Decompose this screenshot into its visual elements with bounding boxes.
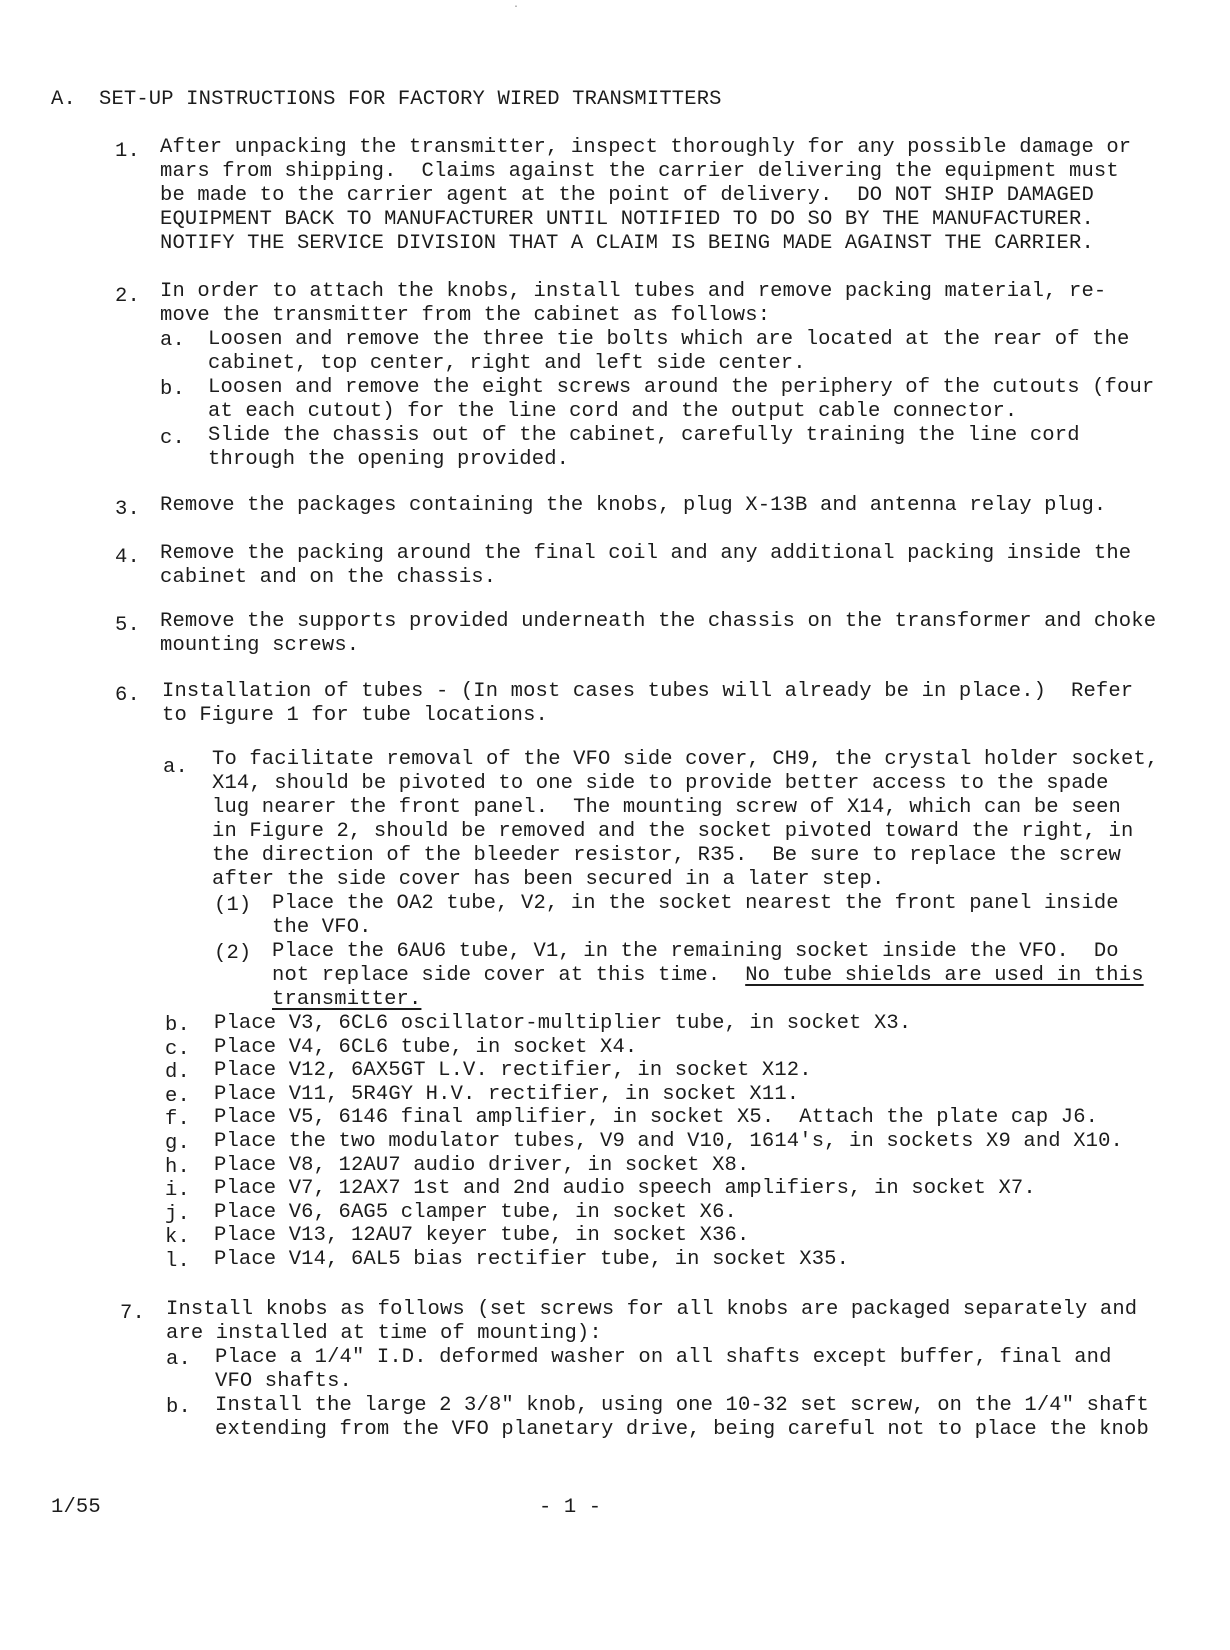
step-number: 1. (115, 140, 140, 163)
step-number: 4. (115, 546, 140, 569)
step-number: 3. (115, 498, 140, 521)
sub-text: Slide the chassis out of the cabinet, carefully training the line cord (208, 424, 1080, 447)
sub-text: VFO shafts. (215, 1370, 352, 1393)
tube-item-marker: e. (165, 1085, 190, 1108)
tube-item-text: Place V11, 5R4GY H.V. rectifier, in socket X11. (214, 1083, 800, 1106)
paren-marker: (2) (214, 942, 252, 965)
sub-text: Place the 6AU6 tube, V1, in the remaining socket inside the VFO. Do (272, 940, 1119, 963)
sub-text: the VFO. (272, 916, 372, 939)
step-number: 2. (115, 285, 140, 308)
tube-item-marker: k. (165, 1226, 190, 1249)
sub-text (272, 964, 1144, 988)
scan-mark: · (513, 2, 520, 13)
underlined-note: transmitter. (272, 988, 422, 1011)
step-text: move the transmitter from the cabinet as follows: (160, 304, 771, 327)
tube-item-text: Place V6, 6AG5 clamper tube, in socket X6. (214, 1201, 737, 1224)
step-text: After unpacking the transmitter, inspect thoroughly for any possible damage or (160, 136, 1132, 159)
step-text: Remove the packages containing the knobs, plug X-13B and antenna relay plug. (160, 494, 1107, 517)
step-text: are installed at time of mounting): (166, 1322, 602, 1345)
sub-text: the direction of the bleeder resistor, R35. Be sure to replace the screw (212, 844, 1121, 867)
tube-item-text: Place the two modulator tubes, V9 and V10, 1614's, in sockets X9 and X10. (214, 1130, 1123, 1153)
step-text: In order to attach the knobs, install tubes and remove packing material, re- (160, 280, 1107, 303)
section-letter: A. (51, 88, 76, 111)
step-number: 5. (115, 614, 140, 637)
sub-marker: b. (166, 1396, 191, 1419)
sub-text: Loosen and remove the three tie bolts which are located at the rear of the (208, 328, 1130, 351)
sub-text: cabinet, top center, right and left side center. (208, 352, 806, 375)
tube-item-text: Place V5, 6146 final amplifier, in socket X5. Attach the plate cap J6. (214, 1106, 1099, 1129)
tube-item-text: Place V7, 12AX7 1st and 2nd audio speech amplifiers, in socket X7. (214, 1177, 1036, 1200)
step-number: 6. (115, 684, 140, 707)
sub-text: Install the large 2 3/8" knob, using one 10-32 set screw, on the 1/4" shaft (215, 1394, 1149, 1417)
step-text: mars from shipping. Claims against the carrier delivering the equipment must (160, 160, 1119, 183)
tube-item-marker: h. (165, 1156, 190, 1179)
sub-text: after the side cover has been secured in a later step. (212, 868, 885, 891)
sub-text-part: not replace side cover at this time. (272, 964, 746, 987)
sub-text: To facilitate removal of the VFO side cover, CH9, the crystal holder socket, (212, 748, 1159, 771)
footer-date: 1/55 (51, 1496, 101, 1519)
step-text: EQUIPMENT BACK TO MANUFACTURER UNTIL NOTIFIED TO DO SO BY THE MANUFACTURER. (160, 208, 1094, 231)
tube-item-marker: i. (165, 1179, 190, 1202)
sub-marker: a. (160, 329, 185, 352)
step-text: Installation of tubes - (In most cases tubes will already be in place.) Refer (162, 680, 1134, 703)
sub-text: X14, should be pivoted to one side to provide better access to the spade (212, 772, 1109, 795)
tube-item-marker: g. (165, 1132, 190, 1155)
tube-item-marker: c. (165, 1038, 190, 1061)
section-title: SET-UP INSTRUCTIONS FOR FACTORY WIRED TRANSMITTERS (99, 88, 722, 111)
underlined-note: No tube shields are used in this (745, 964, 1144, 987)
page-number: - 1 - (539, 1496, 602, 1519)
sub-marker: a. (166, 1348, 191, 1371)
step-text: Remove the packing around the final coil and any additional packing inside the (160, 542, 1132, 565)
step-text: cabinet and on the chassis. (160, 566, 497, 589)
tube-item-marker: f. (165, 1108, 190, 1131)
tube-item-marker: l. (165, 1250, 190, 1273)
step-text: NOTIFY THE SERVICE DIVISION THAT A CLAIM IS BEING MADE AGAINST THE CARRIER. (160, 232, 1094, 255)
sub-text: extending from the VFO planetary drive, being careful not to place the knob (215, 1418, 1149, 1441)
sub-text: Place the OA2 tube, V2, in the socket nearest the front panel inside (272, 892, 1119, 915)
step-text: be made to the carrier agent at the point of delivery. DO NOT SHIP DAMAGED (160, 184, 1094, 207)
step-text: mounting screws. (160, 634, 360, 657)
sub-text: through the opening provided. (208, 448, 570, 471)
step-text: to Figure 1 for tube locations. (162, 704, 549, 727)
paren-marker: (1) (214, 894, 252, 917)
sub-text: Place a 1/4" I.D. deformed washer on all shafts except buffer, final and (215, 1346, 1112, 1369)
tube-item-text: Place V14, 6AL5 bias rectifier tube, in socket X35. (214, 1248, 850, 1271)
tube-item-text: Place V12, 6AX5GT L.V. rectifier, in socket X12. (214, 1059, 812, 1082)
step-number: 7. (120, 1302, 145, 1325)
tube-item-text: Place V3, 6CL6 oscillator-multiplier tube, in socket X3. (214, 1012, 912, 1035)
tube-item-text: Place V13, 12AU7 keyer tube, in socket X36. (214, 1224, 750, 1247)
tube-item-text: Place V4, 6CL6 tube, in socket X4. (214, 1036, 638, 1059)
sub-text: Loosen and remove the eight screws around the periphery of the cutouts (four (208, 376, 1155, 399)
sub-text: lug nearer the front panel. The mounting screw of X14, which can be seen (212, 796, 1121, 819)
sub-text: at each cutout) for the line cord and the output cable connector. (208, 400, 1018, 423)
tube-item-marker: b. (165, 1014, 190, 1037)
sub-text: in Figure 2, should be removed and the socket pivoted toward the right, in (212, 820, 1134, 843)
step-text: Install knobs as follows (set screws for all knobs are packaged separately and (166, 1298, 1138, 1321)
step-text: Remove the supports provided underneath the chassis on the transformer and choke (160, 610, 1157, 633)
tube-item-marker: d. (165, 1061, 190, 1084)
tube-item-text: Place V8, 12AU7 audio driver, in socket X8. (214, 1154, 750, 1177)
sub-marker: a. (163, 756, 188, 779)
sub-marker: b. (160, 378, 185, 401)
tube-item-marker: j. (165, 1203, 190, 1226)
sub-marker: c. (160, 427, 185, 450)
